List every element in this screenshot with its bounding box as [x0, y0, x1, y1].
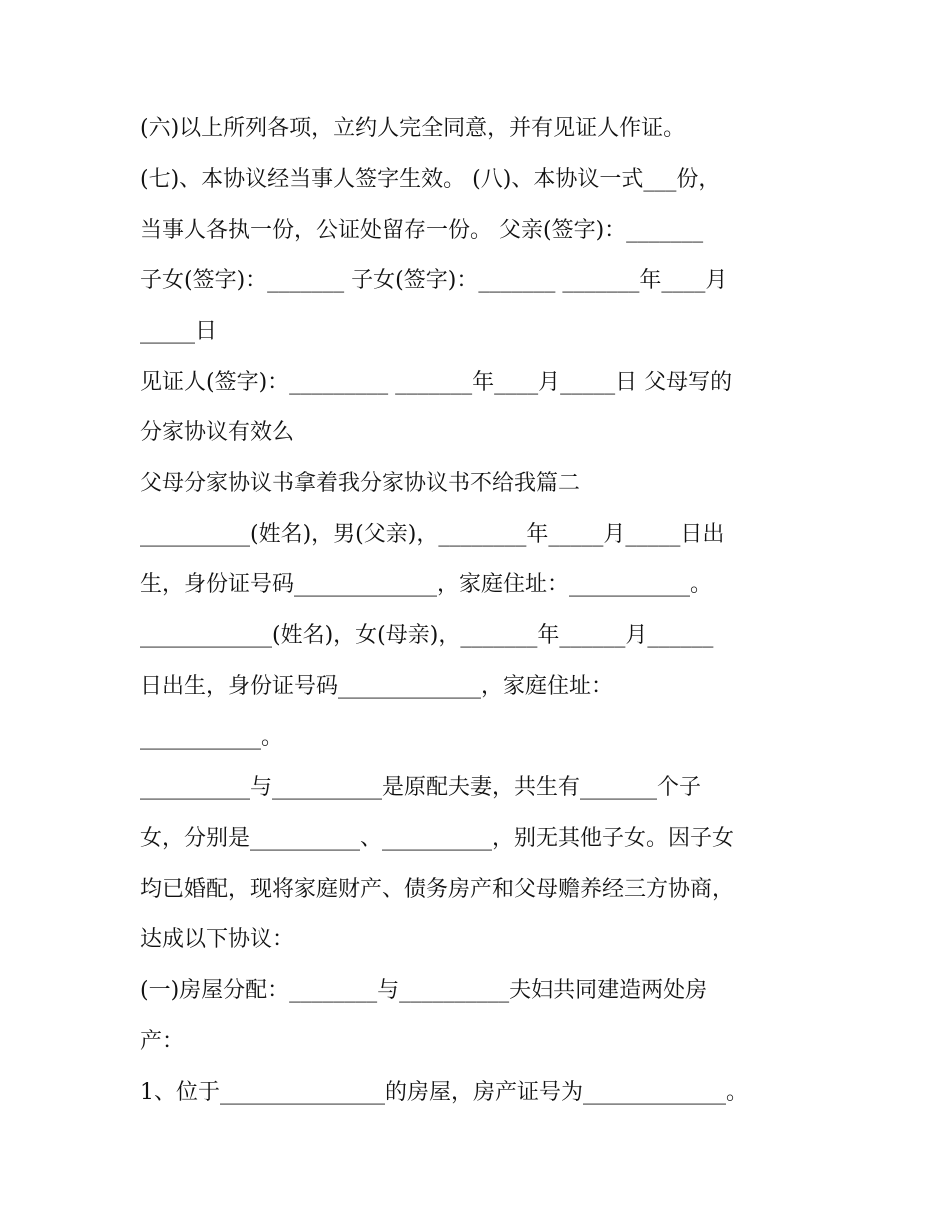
text-line: 日出生，身份证号码_____________，家庭住址：	[140, 674, 614, 699]
text-line: 当事人各执一份，公证处留存一份。 父亲(签字)：_______	[140, 218, 704, 243]
text-line: 生，身份证号码_____________，家庭住址：___________。	[140, 572, 713, 597]
text-line: 分家协议有效么	[140, 420, 295, 445]
text-line: _____日	[140, 319, 218, 344]
text-line: 见证人(签字)：_________ _______年____月_____日 父母写的	[140, 370, 733, 395]
text-line: ____________(姓名)，女(母亲)，_______年______月______	[140, 623, 714, 648]
text-line: 1、位于_______________的房屋，房产证号为_____________。	[140, 1080, 748, 1105]
text-line: 均已婚配，现将家庭财产、债务房产和父母赡养经三方协商，	[140, 877, 735, 902]
text-line: (七)、本协议经当事人签字生效。 (八)、本协议一式___份，	[140, 167, 721, 192]
text-line: (一)房屋分配：________与__________夫妇共同建造两处房	[140, 978, 708, 1003]
text-line: 子女(签字)：_______ 子女(签字)：_______ _______年____月	[140, 268, 728, 293]
text-line: 达成以下协议：	[140, 927, 295, 952]
section-heading: 父母分家协议书拿着我分家协议书不给我篇二	[140, 471, 581, 496]
text-line: 女，分别是__________、__________，别无其他子女。因子女	[140, 826, 735, 851]
text-line: (六)以上所列各项，立约人完全同意，并有见证人作证。	[140, 116, 686, 141]
text-line: __________(姓名)，男(父亲)，________年_____月_____日出	[140, 522, 725, 547]
text-line: __________与__________是原配夫妻，共生有_______个子	[140, 775, 702, 800]
text-line: 产：	[140, 1029, 185, 1054]
text-line: ___________。	[140, 725, 284, 750]
